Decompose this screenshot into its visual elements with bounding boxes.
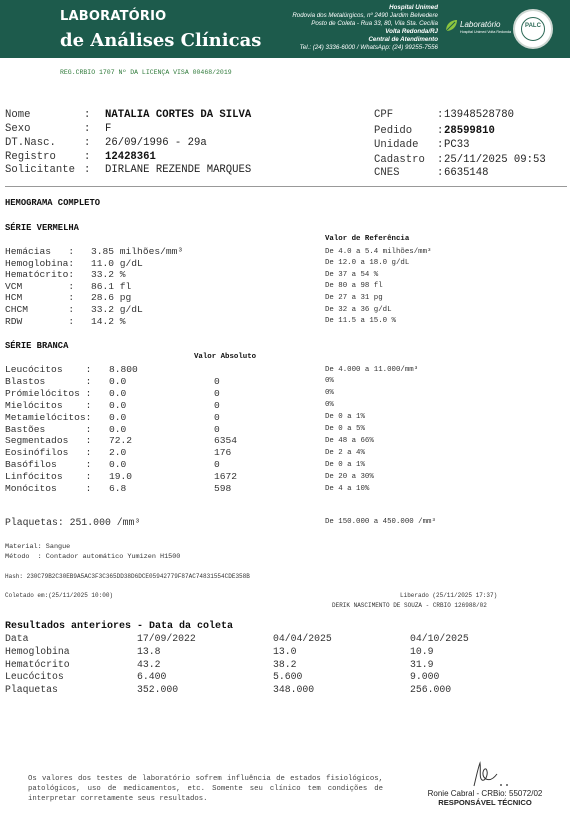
red-series-title: SÉRIE VERMELHA: [5, 223, 79, 233]
address-line2: Posto de Coleta - Rua 33, 80, Vila Sta. Cecília: [311, 20, 438, 27]
previous-cell: 6.400: [137, 671, 167, 683]
platelets-reference: De 150.000 a 450.000 /mm³: [325, 518, 436, 526]
cpf-value: 13948528780: [444, 109, 514, 121]
white-row-label: Segmentados :: [5, 435, 92, 447]
white-row-label: Linfócitos :: [5, 471, 92, 483]
red-row-label: Hemácias :: [5, 246, 75, 257]
colon: :: [437, 125, 444, 137]
previous-cell: 10.9: [410, 646, 434, 657]
disclaimer: Os valores dos testes de laboratório sofrem influência de estados fisiológicos, patológicos, uso de medicamentos, etc. Somente seu clínico tem condições de interpretar corretamente seus resultados.: [28, 775, 383, 803]
red-row-value: 11.0 g/dL: [91, 257, 143, 269]
previous-header-cell: Data: [5, 633, 29, 644]
cadastro-label: Cadastro: [374, 154, 425, 166]
white-row-value: 19.0: [109, 471, 133, 483]
white-series-title: SÉRIE BRANCA: [5, 341, 69, 351]
red-row-value: 28.6 pg: [91, 292, 132, 304]
white-row-reference: 0%: [325, 401, 334, 410]
signature-title: RESPONSÁVEL TÉCNICO: [438, 798, 532, 807]
previous-header-cell: 04/10/2025: [410, 633, 469, 644]
white-row-absolute: 0: [214, 375, 220, 387]
previous-cell: Hemoglobina: [5, 646, 70, 657]
material: Material: Sangue: [5, 543, 71, 551]
white-row-reference: De 4 a 10%: [325, 484, 370, 493]
address-line1: Rodovia dos Metalúrgicos, nº 2490 Jardim Belvedere: [292, 12, 438, 19]
red-row-reference: De 80 a 98 fl: [325, 282, 383, 291]
white-row-label: Blastos :: [5, 375, 92, 387]
white-row-reference: De 0 a 1%: [325, 413, 365, 422]
cnes-value: 6635148: [444, 167, 489, 179]
unit-label: Unidade: [374, 139, 419, 151]
reference-header: Valor de Referência: [325, 235, 410, 243]
white-row-label: Bastões :: [5, 423, 92, 435]
white-row-absolute: 0: [214, 399, 220, 411]
name-label: Nome: [5, 109, 31, 121]
white-row-reference: 0%: [325, 389, 334, 398]
red-row-reference: De 37 a 54 %: [325, 270, 379, 279]
previous-cell: Leucócitos: [5, 671, 64, 683]
order-value: 28599810: [444, 125, 495, 137]
header-contact-info: [238, 4, 438, 52]
previous-header-cell: 04/04/2025: [273, 633, 332, 644]
white-row-reference: De 4.000 a 11.000/mm³: [325, 365, 419, 374]
cpf-label: CPF: [374, 109, 394, 121]
white-row-absolute: 0: [214, 411, 220, 423]
red-row-value: 33.2 %: [91, 269, 126, 281]
white-row-reference: De 2 a 4%: [325, 448, 365, 457]
colon: :: [84, 109, 91, 121]
red-row-reference: De 12.0 a 18.0 g/dL: [325, 259, 410, 268]
red-row-value: 14.2 %: [91, 315, 126, 327]
phone: Tel.: (24) 3336-6000 / WhatsApp: (24) 99255-7556: [299, 44, 438, 51]
previous-cell: 13.8: [137, 646, 161, 657]
colon: :: [84, 164, 91, 176]
white-row-value: 8.800: [109, 364, 138, 375]
white-row-absolute: 0: [214, 423, 220, 435]
white-row-absolute: 1672: [214, 471, 238, 483]
white-row-value: 0.0: [109, 399, 127, 411]
previous-cell: 5.600: [273, 671, 303, 683]
patient-sex: F: [105, 123, 112, 135]
red-row-label: Hematócrito:: [5, 269, 75, 281]
method: Método : Contador automático Yumizen H1500: [5, 553, 181, 561]
previous-cell: 9.000: [410, 671, 440, 683]
city: Volta Redonda/RJ: [385, 28, 438, 35]
red-row-reference: De 32 a 36 g/dL: [325, 305, 392, 314]
white-row-absolute: 6354: [214, 435, 238, 447]
white-row-label: Monócitos :: [5, 483, 92, 494]
white-row-reference: De 0 a 1%: [325, 460, 365, 469]
red-row-reference: De 4.0 a 5.4 milhões/mm³: [325, 247, 432, 256]
white-row-label: Mielócitos :: [5, 399, 92, 411]
previous-cell: 256.000: [410, 684, 452, 696]
released-at: Liberado (25/11/2025 17:37): [400, 592, 498, 599]
white-row-label: Eosinófilos :: [5, 447, 92, 459]
white-row-label: Basófilos :: [5, 459, 92, 471]
collected-at: Coletado em:(25/11/2025 10:00): [5, 592, 114, 599]
logo-subtext: Hospital Unimed Volta Redonda: [460, 30, 511, 34]
colon: :: [84, 151, 91, 163]
red-row-label: HCM :: [5, 292, 75, 304]
dob-label: DT.Nasc.: [5, 137, 56, 149]
palc-seal: [513, 9, 553, 49]
white-row-label: Metamielócitos:: [5, 411, 92, 423]
divider: [5, 186, 567, 187]
white-row-label: Leucócitos :: [5, 364, 92, 375]
lab-title-line2: de Análises Clínicas: [60, 30, 262, 51]
exam-title: HEMOGRAMA COMPLETO: [5, 198, 101, 208]
laboratorio-logo: [444, 18, 511, 40]
white-row-absolute: 0: [214, 459, 220, 471]
central-label: Central de Atendimento: [368, 36, 438, 43]
registration-line: REG.CRBIO 1707 Nº DA LICENÇA VISA 00468/2019: [60, 69, 232, 76]
requester-label: Solicitante: [5, 164, 75, 176]
colon: :: [437, 167, 444, 179]
white-row-reference: 0%: [325, 377, 334, 386]
white-row-value: 6.8: [109, 483, 127, 494]
colon: :: [84, 137, 91, 149]
previous-cell: Hematócrito: [5, 658, 70, 670]
unit-value: PC33: [444, 139, 470, 151]
hospital-name: Hospital Unimed: [389, 4, 438, 11]
white-row-value: 0.0: [109, 411, 127, 423]
previous-results-title: Resultados anteriores - Data da coleta: [5, 621, 234, 632]
logo-text: Laboratório: [460, 20, 501, 29]
red-row-value: 3.85 milhões/mm³: [91, 246, 184, 257]
requester-name: DIRLANE REZENDE MARQUES: [105, 164, 252, 176]
released-by: DERIK NASCIMENTO DE SOUZA - CRBIO 126988/02: [332, 602, 487, 609]
header-banner: [0, 0, 570, 58]
red-row-label: Hemoglobina:: [5, 257, 75, 269]
red-row-label: VCM :: [5, 280, 75, 292]
white-row-reference: De 0 a 5%: [325, 425, 365, 433]
white-row-value: 2.0: [109, 447, 127, 459]
colon: :: [437, 154, 444, 166]
red-row-reference: De 11.5 a 15.0 %: [325, 317, 396, 326]
signature-mark: [464, 760, 520, 788]
white-row-value: 0.0: [109, 423, 127, 435]
red-row-label: RDW :: [5, 315, 75, 327]
leaf-logo-icon: [444, 19, 458, 33]
colon: :: [437, 109, 444, 121]
previous-header-cell: 17/09/2022: [137, 633, 196, 644]
order-label: Pedido: [374, 125, 413, 137]
patient-registro: 12428361: [105, 151, 156, 163]
signature-name: Ronie Cabral - CRBio: 55072/02: [427, 789, 543, 798]
cnes-label: CNES: [374, 167, 400, 179]
red-row-label: CHCM :: [5, 304, 75, 315]
lab-title-line1: LABORATÓRIO: [60, 9, 167, 24]
seal-text: PALC: [525, 23, 541, 29]
red-row-value: 33.2 g/dL: [91, 304, 143, 315]
white-row-value: 0.0: [109, 375, 127, 387]
red-row-value: 86.1 fl: [91, 280, 132, 292]
platelets-result: Plaquetas: 251.000 /mm³: [5, 517, 141, 528]
previous-cell: 348.000: [273, 684, 315, 696]
white-row-reference: De 48 a 66%: [325, 436, 374, 445]
white-row-value: 72.2: [109, 435, 133, 447]
patient-name: NATALIA CORTES DA SILVA: [105, 109, 252, 121]
red-row-reference: De 27 a 31 pg: [325, 293, 383, 302]
sex-label: Sexo: [5, 123, 31, 135]
white-row-value: 0.0: [109, 387, 127, 399]
white-row-absolute: 0: [214, 387, 220, 399]
previous-cell: 31.9: [410, 658, 434, 670]
white-row-value: 0.0: [109, 459, 127, 471]
cadastro-value: 25/11/2025 09:53: [444, 154, 546, 166]
previous-cell: 43.2: [137, 658, 161, 670]
white-row-reference: De 20 a 30%: [325, 472, 374, 481]
previous-cell: 13.0: [273, 646, 297, 657]
previous-cell: 38.2: [273, 658, 297, 670]
white-row-label: Prómielócitos :: [5, 387, 92, 399]
white-row-absolute: 176: [214, 447, 232, 459]
seal-ring-icon: [521, 17, 545, 41]
previous-cell: 352.000: [137, 684, 179, 696]
absolute-value-header: Valor Absoluto: [194, 353, 257, 361]
white-row-absolute: 598: [214, 483, 232, 494]
previous-cell: Plaquetas: [5, 684, 58, 696]
colon: :: [84, 123, 91, 135]
patient-dob: 26/09/1996 - 29a: [105, 137, 207, 149]
colon: :: [437, 139, 444, 151]
registro-label: Registro: [5, 151, 56, 163]
hash: Hash: 230C79B2C30EB9A5AC3F3C365DD38D6DCE05942779F87AC74831554CDE358B: [5, 573, 250, 580]
